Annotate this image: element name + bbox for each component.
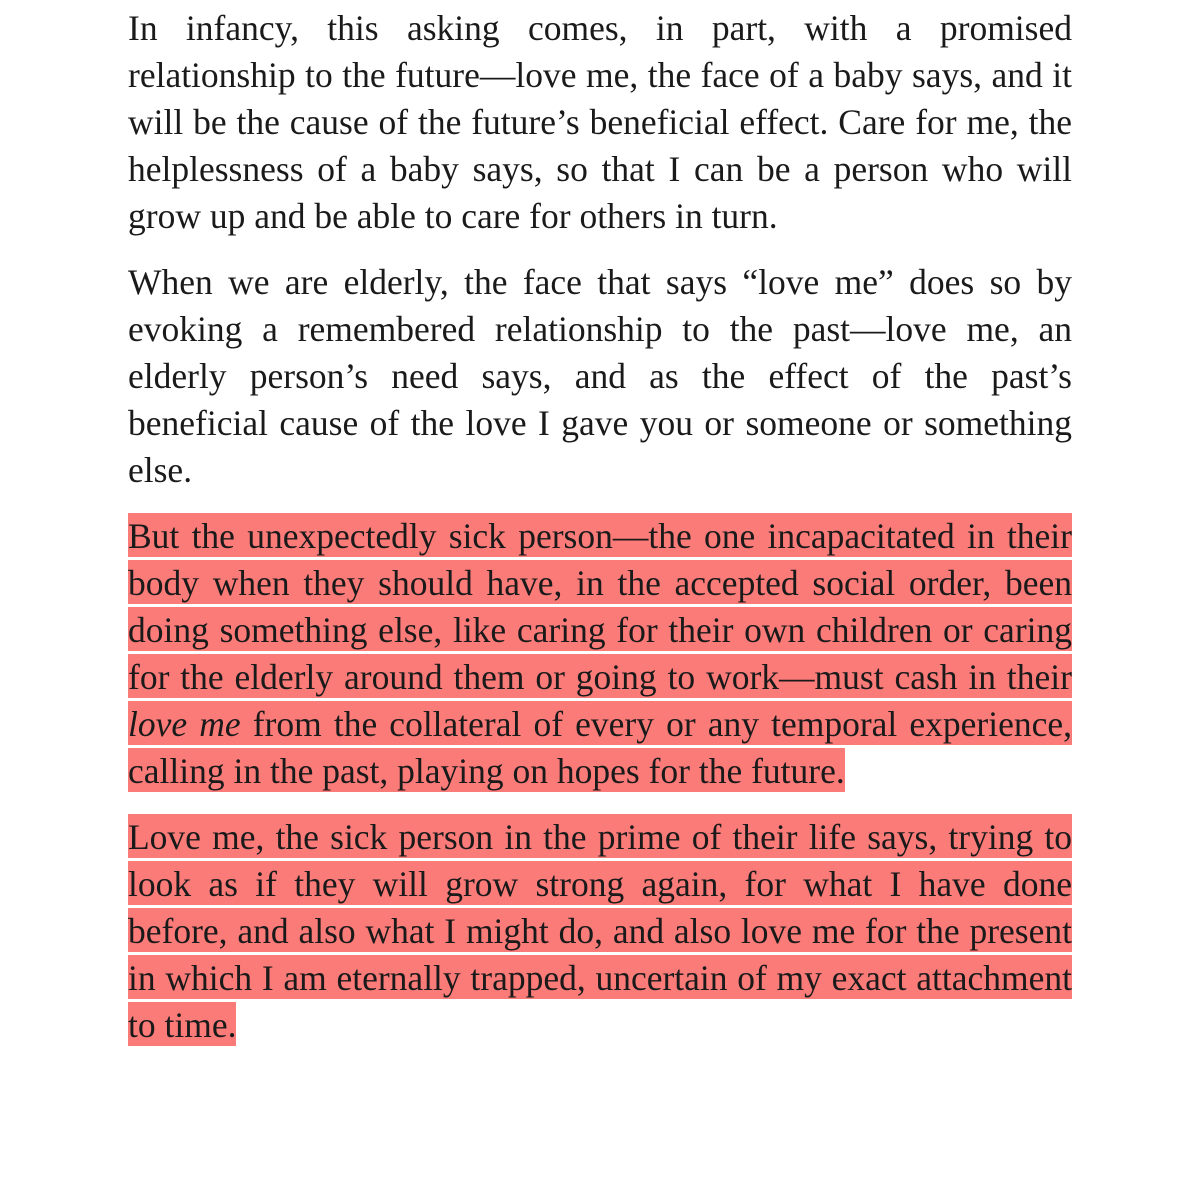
paragraph-text: Love me, the sick person in the prime of their life says, trying to look as if they will grow strong again, for what I have done before, and also what I might do, and also love me for the present in which I am eternally trapped, uncertain of my exact attachment to time.: [128, 817, 1072, 1045]
paragraph-infancy: [128, 5, 1072, 240]
document-page: [128, 5, 1072, 1068]
paragraph-text-after: from the collateral of every or any temporal experience, calling in the past, playing on hopes for the future.: [128, 704, 1072, 791]
paragraph-elderly: [128, 259, 1072, 494]
paragraph-sick-person-highlighted: [128, 513, 1072, 795]
paragraph-text: In infancy, this asking comes, in part, with a promised relationship to the future—love me, the face of a baby says, and it will be the cause of the future’s beneficial effect. Care for me, the helplessness of a baby says, so that I can be a person who will grow up and be able to care for others in turn.: [128, 8, 1072, 236]
paragraph-text-before: But the unexpectedly sick person—the one incapacitated in their body when they should have, in the accepted social order, been doing something else, like caring for their own children or caring for the elderly around them or going to work—must cash in their: [128, 516, 1072, 697]
text-highlight: [128, 814, 1072, 1046]
paragraph-love-me-highlighted: [128, 814, 1072, 1049]
paragraph-text: When we are elderly, the face that says “love me” does so by evoking a remembered relationship to the past—love me, an elderly person’s need says, and as the effect of the past’s beneficial cause of the love I gave you or someone or something else.: [128, 262, 1072, 490]
text-highlight: [128, 513, 1072, 792]
italic-phrase: love me: [128, 704, 241, 744]
